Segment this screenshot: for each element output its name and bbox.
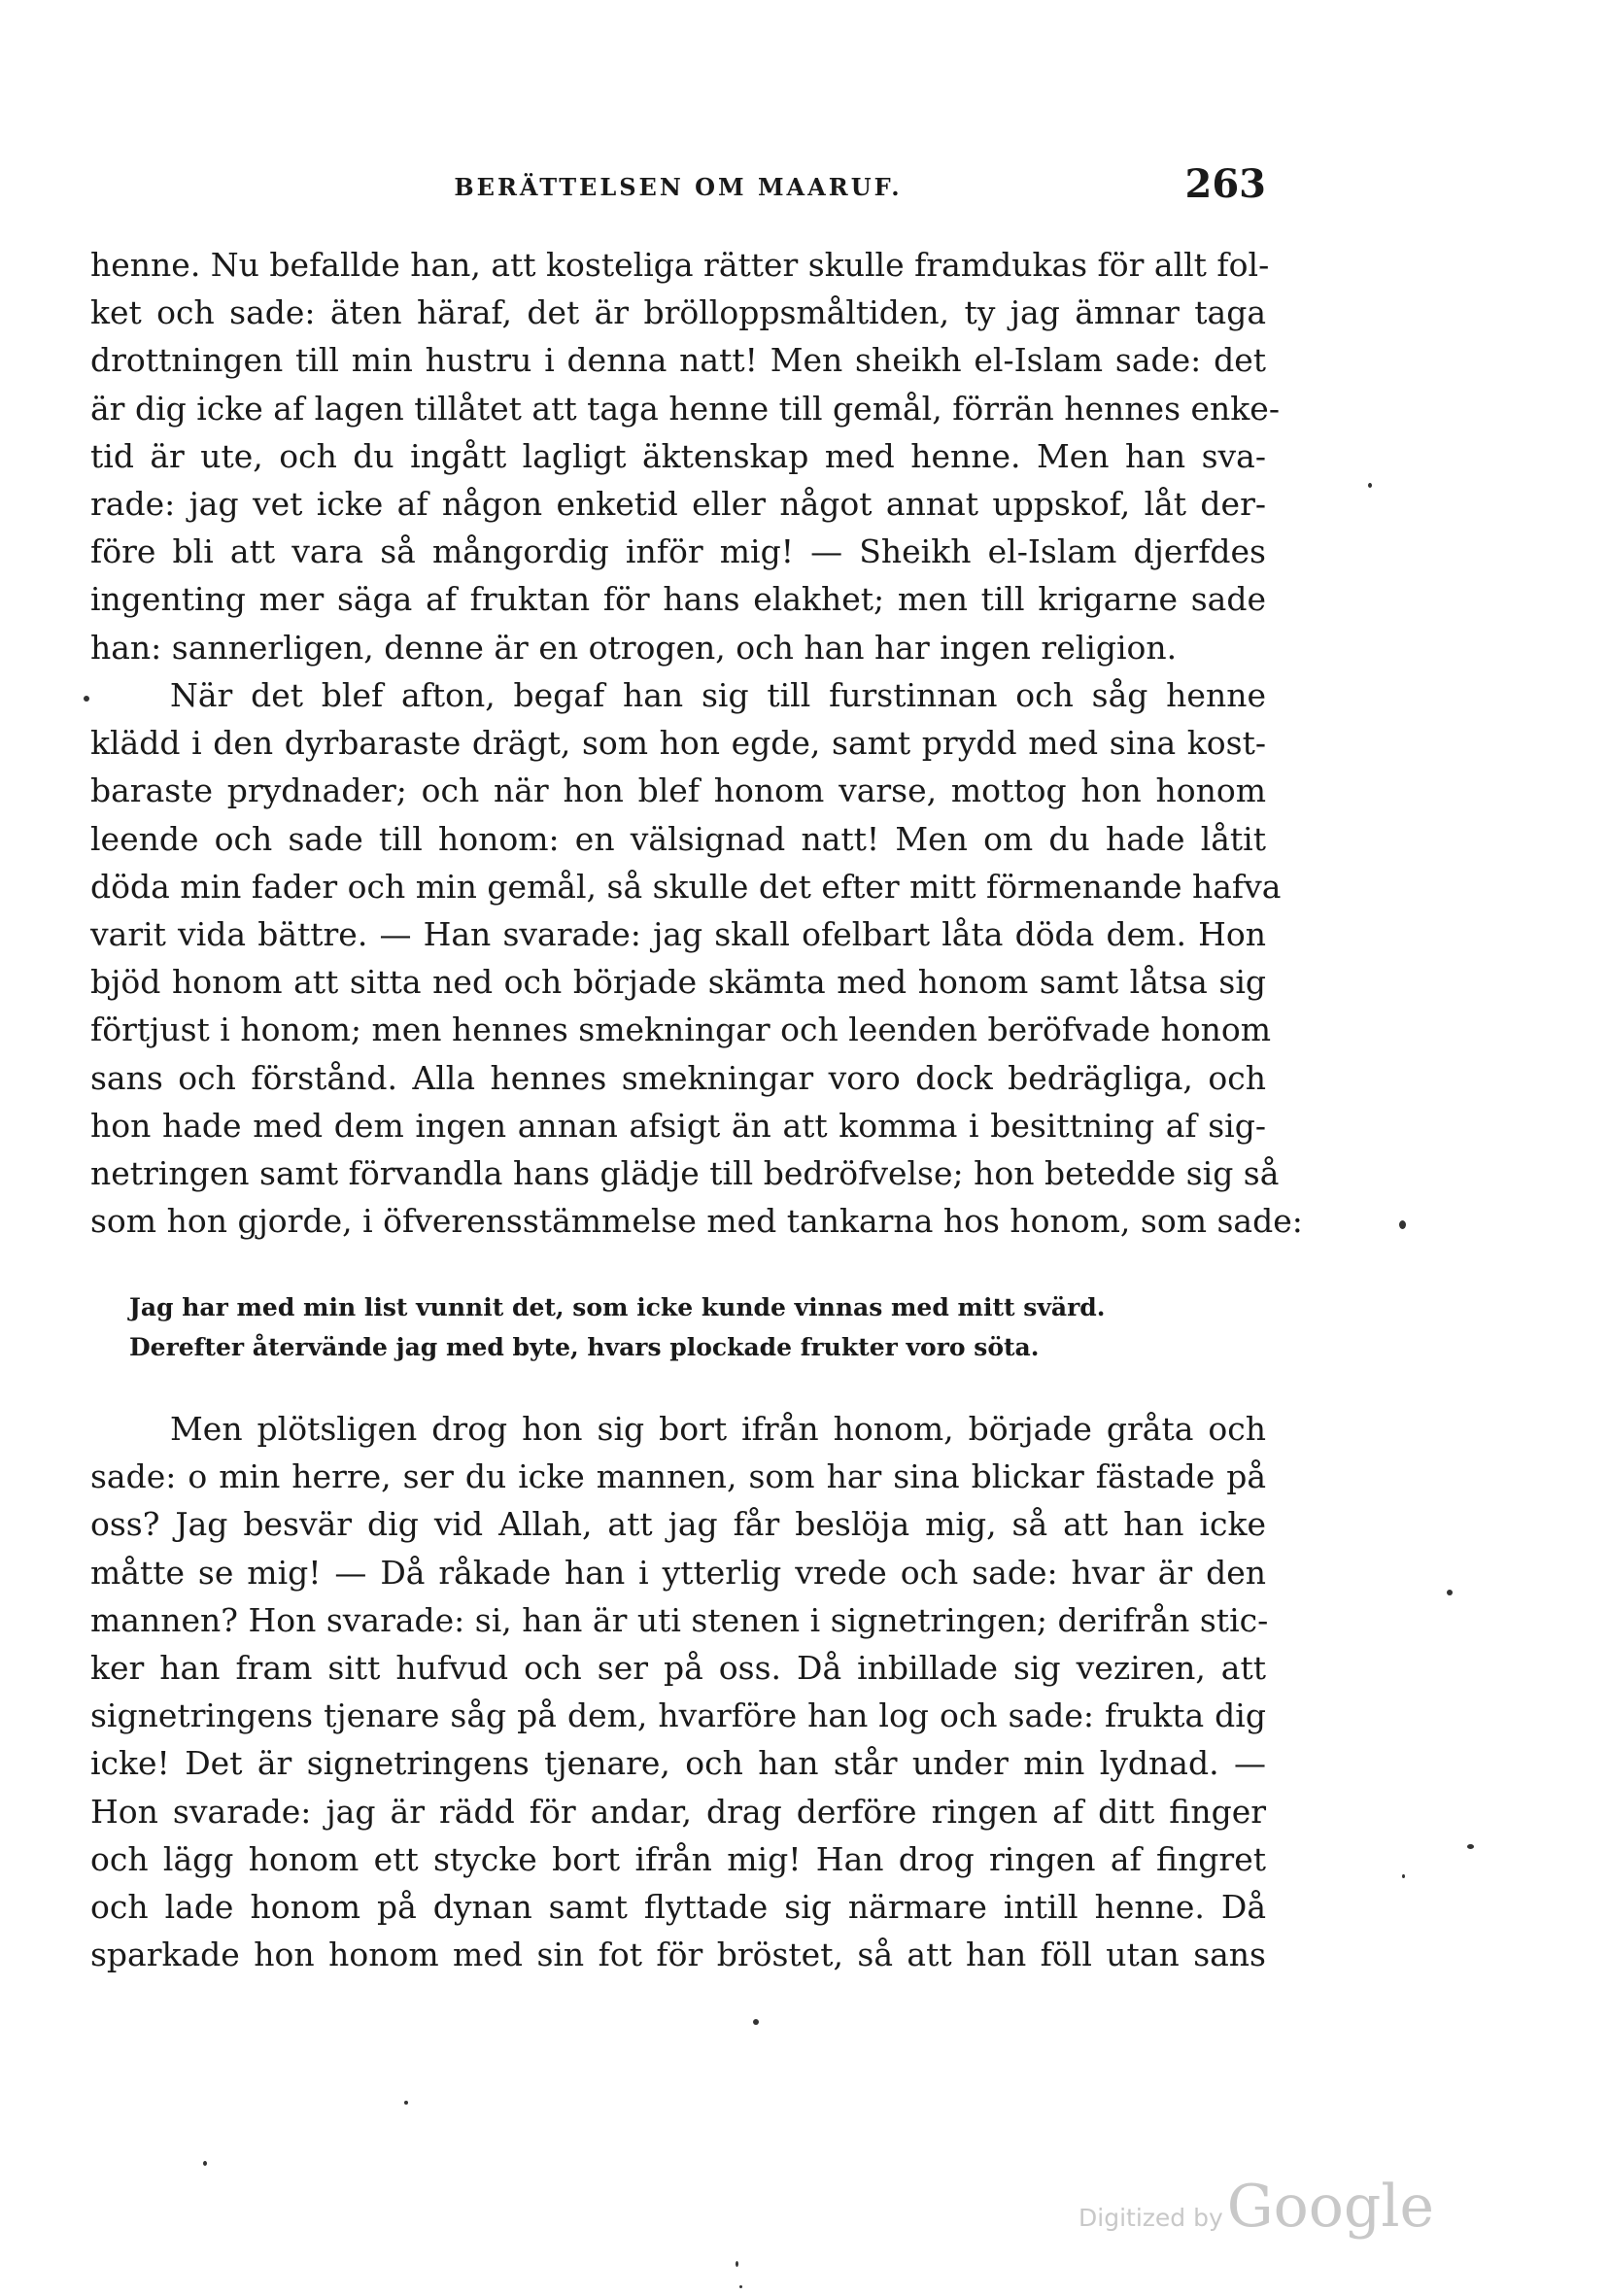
scan-speck [404, 2101, 408, 2105]
scan-speck [736, 2261, 738, 2267]
text-line: och lade honom på dynan samt flyttade sig närmare intill henne. Då [90, 1887, 1266, 1926]
text-line: som hon gjorde, i öfverensstämmelse med tankarna hos honom, som sade: [90, 1202, 1303, 1241]
scan-speck [1447, 1590, 1453, 1595]
scan-speck [84, 696, 89, 702]
text-line: han: sannerligen, denne är en otrogen, och han har ingen religion. [90, 628, 1178, 667]
text-line: ker han fram sitt hufvud och ser på oss. Då inbillade sig veziren, att [90, 1648, 1266, 1687]
running-title: BERÄTTELSEN OM MAARUF. [454, 173, 903, 201]
scan-speck [753, 2019, 759, 2025]
text-line: hon hade med dem ingen annan afsigt än att komma i besittning af sig- [90, 1106, 1266, 1145]
scan-speck [1368, 483, 1372, 488]
text-line: ingenting mer säga af fruktan för hans elakhet; men till krigarne sade [90, 580, 1266, 619]
text-line: mannen? Hon svarade: si, han är uti stenen i signetringen; derifrån stic- [90, 1600, 1269, 1639]
text-line: Men plötsligen drog hon sig bort ifrån honom, började gråta och [170, 1410, 1266, 1448]
text-line: före bli att vara så mångordig inför mig! — Sheikh el-Islam djerfdes [90, 532, 1266, 571]
text-line: tid är ute, och du ingått lagligt äktenskap med henne. Men han sva- [90, 436, 1266, 475]
text-line: bjöd honom att sitta ned och började skämta med honom samt låtsa sig [90, 963, 1266, 1002]
text-line: baraste prydnader; och när hon blef honom varse, mottog hon honom [90, 771, 1266, 810]
text-line: sparkade hon honom med sin fot för bröstet, så att han föll utan sans [90, 1936, 1266, 1974]
text-line: döda min fader och min gemål, så skulle det efter mitt förmenande hafva [90, 867, 1282, 906]
verse-line: Derefter återvände jag med byte, hvars plockade frukter voro söta. [129, 1333, 1040, 1361]
paragraph-3 [90, 1405, 1269, 1978]
scan-speck [1467, 1844, 1474, 1849]
text-line: leende och sade till honom: en välsignad natt! Men om du hade låtit [90, 819, 1266, 858]
text-line: henne. Nu befallde han, att kosteliga rätter skulle framdukas för allt fol- [90, 246, 1270, 284]
text-line: netringen samt förvandla hans glädje till bedröfvelse; hon betedde sig så [90, 1153, 1280, 1192]
watermark-prefix: Digitized by [1078, 2204, 1223, 2232]
text-line: ket och sade: äten häraf, det är brölloppsmåltiden, ty jag ämnar taga [90, 293, 1266, 332]
paragraph-1 [90, 241, 1280, 671]
text-line: icke! Det är signetringens tjenare, och han står under min lydnad. — [90, 1744, 1266, 1783]
scan-speck [203, 2161, 207, 2166]
text-line: sade: o min herre, ser du icke mannen, som har sina blickar fästade på [90, 1457, 1266, 1496]
text-line: klädd i den dyrbaraste drägt, som hon egde, samt prydd med sina kost- [90, 724, 1266, 763]
page-number: 263 [1184, 161, 1266, 207]
text-line: måtte se mig! — Då råkade han i ytterlig vrede och sade: hvar är den [90, 1553, 1266, 1592]
text-line: oss? Jag besvär dig vid Allah, att jag får beslöja mig, så att han icke [90, 1505, 1266, 1544]
verse-line: Jag har med min list vunnit det, som icke kunde vinnas med mitt svärd. [129, 1293, 1106, 1321]
verse-quote [129, 1287, 1198, 1367]
text-line: och lägg honom ett stycke bort ifrån mig! Han drog ringen af fingret [90, 1839, 1266, 1878]
text-line: Hon svarade: jag är rädd för andar, drag derföre ringen af ditt finger [90, 1792, 1266, 1831]
digitized-watermark [1078, 2173, 1435, 2241]
scan-speck [1402, 1874, 1405, 1878]
running-head [90, 161, 1266, 210]
text-line: signetringens tjenare såg på dem, hvarföre han log och sade: frukta dig [90, 1696, 1266, 1735]
text-line: drottningen till min hustru i denna natt! Men sheikh el-Islam sade: det [90, 341, 1266, 380]
scan-speck [1399, 1220, 1406, 1229]
text-line: rade: jag vet icke af någon enketid eller något annat uppskof, låt der- [90, 484, 1266, 523]
scan-speck [739, 2285, 742, 2288]
google-logo: Google [1226, 2173, 1435, 2241]
text-line: är dig icke af lagen tillåtet att taga henne till gemål, förrän hennes enke- [90, 389, 1280, 428]
text-line: sans och förstånd. Alla hennes smekningar voro dock bedrägliga, och [90, 1058, 1266, 1097]
text-line: förtjust i honom; men hennes smekningar och leenden beröfvade honom [90, 1011, 1272, 1049]
text-line: När det blef afton, begaf han sig till furstinnan och såg henne [170, 676, 1266, 714]
text-line: varit vida bättre. — Han svarade: jag skall ofelbart låta döda dem. Hon [90, 914, 1266, 953]
paragraph-2 [90, 671, 1303, 1245]
